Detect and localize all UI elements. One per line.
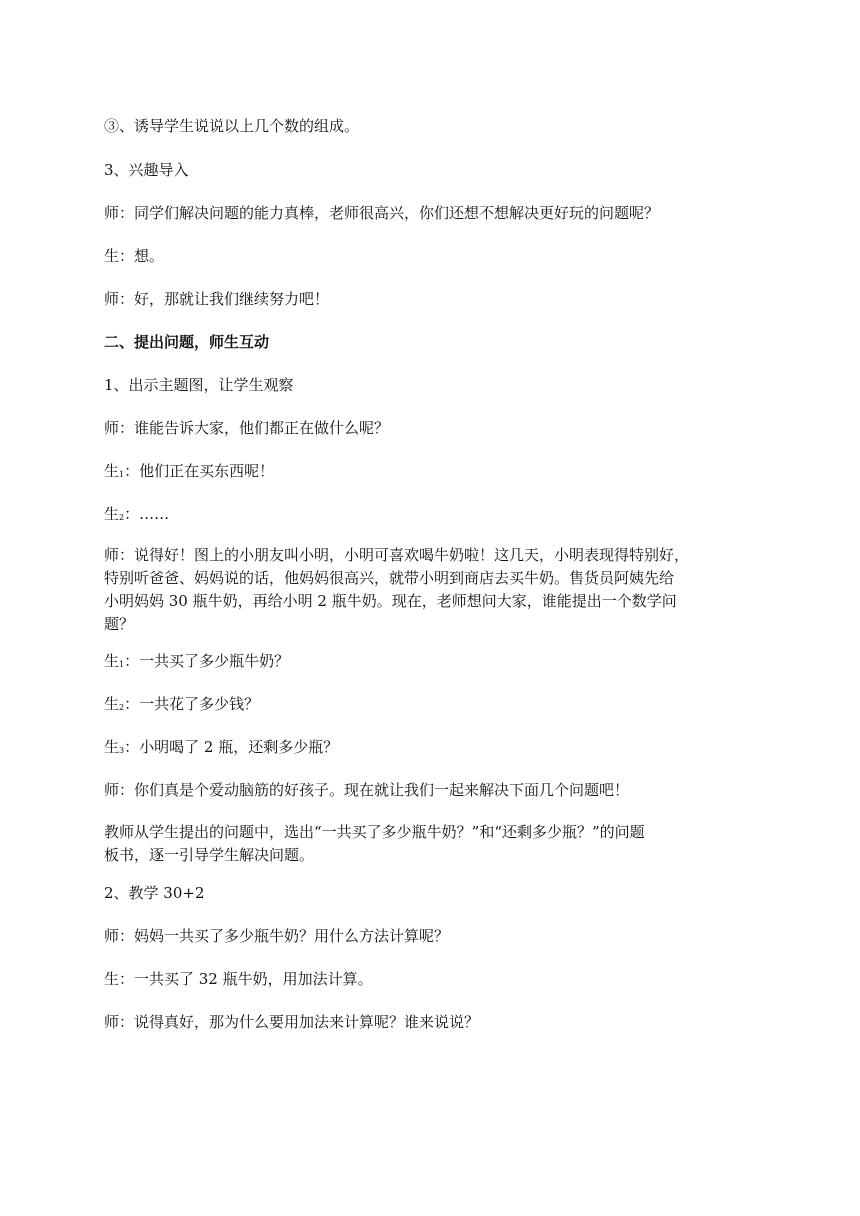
speaker-label: 生 [104,652,120,670]
paragraph-line: 师：说得好！图上的小朋友叫小明，小明可喜欢喝牛奶啦！这几天，小明表现得特别好， [104,546,690,564]
paragraph-line: 板书，逐一引导学生解决问题。 [104,846,315,864]
student1-line-how-many-bottles [104,651,764,671]
student1-line-buying [104,461,764,481]
line-text: ：…… [124,505,170,523]
paragraph-line: 题？ [104,615,135,633]
speaker-label: 生 [104,462,120,480]
line-text: ：一共花了多少钱？ [124,695,260,713]
teacher-board-paragraph [104,821,764,867]
line-text: ：一共买了多少瓶牛奶？ [124,652,290,670]
student3-line-remaining [104,737,764,757]
speaker-label: 生 [104,695,120,713]
speaker-subscript: 2 [119,513,125,522]
teacher-story-paragraph [104,544,764,636]
teacher-line-what-doing: 师：谁能告诉大家，他们都正在做什么呢？ [104,419,390,437]
speaker-subscript: 2 [119,703,125,712]
speaker-subscript: 3 [119,746,125,755]
step-heading-teach-30-plus-2: 2、教学 30+2 [104,884,205,902]
speaker-subscript: 1 [119,470,125,479]
section-heading-interest: 3、兴趣导入 [104,161,189,179]
section-heading-ask-questions: 二、提出问题，师生互动 [104,333,270,351]
paragraph-line: 特别听爸爸、妈妈说的话，他妈妈很高兴，就带小明到商店去买牛奶。售货员阿姨先给 [104,569,675,587]
paragraph-line: 教师从学生提出的问题中，选出“一共买了多少瓶牛奶？”和“还剩多少瓶？”的问题 [104,823,645,841]
teacher-line-praise: 师：同学们解决问题的能力真棒，老师很高兴，你们还想不想解决更好玩的问题呢？ [104,204,660,222]
paragraph-number-composition: ③、诱导学生说说以上几个数的组成。 [104,117,360,135]
student-line-want: 生：想。 [104,247,165,265]
teacher-line-good-kids: 师：你们真是个爱动脑筋的好孩子。现在就让我们一起来解决下面几个问题吧！ [104,781,630,799]
student-line-answer: 生：一共买了 32 瓶牛奶，用加法计算。 [104,970,373,988]
teacher-line-method: 师：妈妈一共买了多少瓶牛奶？用什么方法计算呢？ [104,927,450,945]
student2-line-how-much-money [104,694,764,714]
speaker-label: 生 [104,505,120,523]
speaker-subscript: 1 [119,660,125,669]
line-text: ：他们正在买东西呢！ [124,462,275,480]
step-heading-show-picture: 1、出示主题图，让学生观察 [104,376,294,394]
teacher-line-why-addition: 师：说得真好，那为什么要用加法来计算呢？谁来说说？ [104,1013,480,1031]
student2-line-ellipsis [104,504,764,524]
line-text: ：小明喝了 2 瓶，还剩多少瓶？ [124,738,339,756]
paragraph-line: 小明妈妈 30 瓶牛奶，再给小明 2 瓶牛奶。现在，老师想问大家，谁能提出一个数学问 [104,592,677,610]
speaker-label: 生 [104,738,120,756]
teacher-line-continue: 师：好，那就让我们继续努力吧！ [104,290,330,308]
